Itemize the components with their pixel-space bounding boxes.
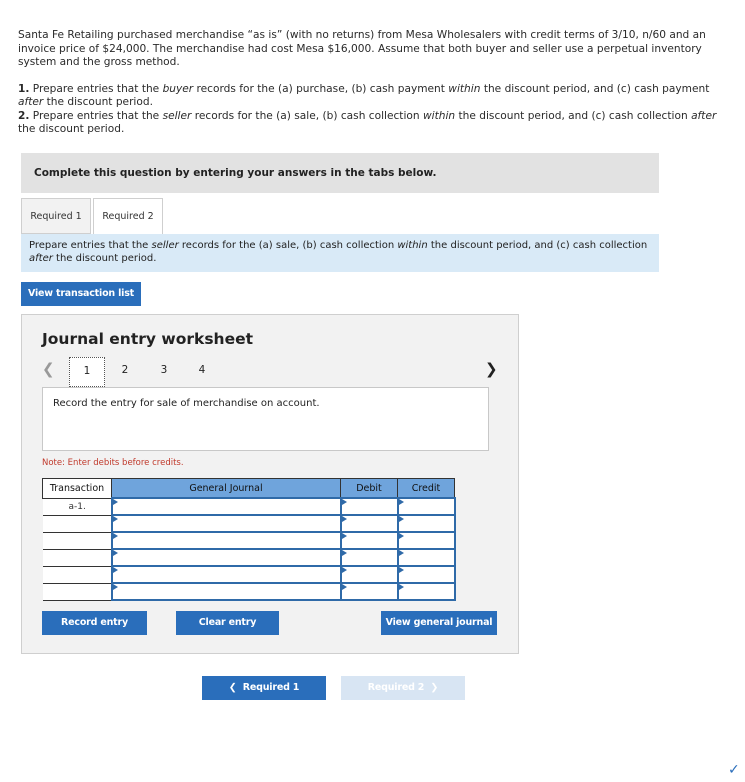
table-row xyxy=(43,498,455,515)
col-credit: Credit xyxy=(398,479,455,499)
chevron-right-icon[interactable]: ❯ xyxy=(485,360,498,378)
col-debit: Debit xyxy=(341,479,398,499)
general-journal-input[interactable] xyxy=(112,498,341,515)
view-general-journal-button[interactable]: View general journal xyxy=(381,611,497,635)
col-transaction: Transaction xyxy=(43,479,112,499)
worksheet-page-2[interactable]: 2 xyxy=(121,364,129,376)
journal-table xyxy=(42,478,456,601)
prev-required-label: Required 1 xyxy=(242,682,300,693)
transaction-cell xyxy=(43,549,112,566)
problem-statement xyxy=(18,29,718,137)
check-icon: ✓ xyxy=(728,762,740,778)
table-row xyxy=(43,532,455,549)
general-journal-input[interactable] xyxy=(112,549,341,566)
worksheet-page-3[interactable]: 3 xyxy=(160,364,168,376)
next-required-2-button xyxy=(341,676,465,700)
requirement-prompt: Prepare entries that the seller records for the (a) sale, (b) cash collection within the discount period, and (c) cash collection after the discount period. xyxy=(21,234,659,272)
tab-required-1[interactable]: Required 1 xyxy=(21,198,91,234)
credit-input[interactable] xyxy=(398,532,455,549)
credit-input[interactable] xyxy=(398,498,455,515)
table-row xyxy=(43,515,455,532)
view-transaction-list-button[interactable]: View transaction list xyxy=(21,282,141,306)
prev-required-1-button[interactable] xyxy=(202,676,326,700)
journal-entry-worksheet xyxy=(21,314,519,654)
debit-input[interactable] xyxy=(341,583,398,600)
credit-input[interactable] xyxy=(398,515,455,532)
table-row xyxy=(43,566,455,583)
debit-input[interactable] xyxy=(341,498,398,515)
credit-input[interactable] xyxy=(398,566,455,583)
transaction-cell xyxy=(43,515,112,532)
table-row xyxy=(43,583,455,600)
tab-required-2[interactable]: Required 2 xyxy=(93,198,163,235)
clear-entry-button[interactable]: Clear entry xyxy=(176,611,279,635)
debits-credits-note: Note: Enter debits before credits. xyxy=(42,458,184,468)
general-journal-input[interactable] xyxy=(112,566,341,583)
general-journal-input[interactable] xyxy=(112,515,341,532)
worksheet-title: Journal entry worksheet xyxy=(42,330,254,348)
debit-input[interactable] xyxy=(341,515,398,532)
general-journal-input[interactable] xyxy=(112,583,341,600)
transaction-cell xyxy=(43,583,112,600)
worksheet-page-4[interactable]: 4 xyxy=(198,364,206,376)
general-journal-input[interactable] xyxy=(112,532,341,549)
transaction-cell xyxy=(43,566,112,583)
debit-input[interactable] xyxy=(341,549,398,566)
problem-intro: Santa Fe Retailing purchased merchandise “as is” (with no returns) from Mesa Wholesalers with credit terms of 3/10, n/60 and an invoice price of $24,000. The merchandise had cost Mesa $16,000. Assume that both buyer and seller use a perpetual inventory system and the gross method. xyxy=(18,29,706,68)
col-general-journal: General Journal xyxy=(112,479,341,499)
transaction-cell xyxy=(43,532,112,549)
debit-input[interactable] xyxy=(341,566,398,583)
next-required-label: Required 2 xyxy=(367,682,425,693)
transaction-cell: a-1. xyxy=(43,498,112,515)
worksheet-page-1[interactable]: 1 xyxy=(69,357,105,387)
credit-input[interactable] xyxy=(398,549,455,566)
requirement-2: 2. Prepare entries that the seller records for the (a) sale, (b) cash collection within the discount period, and (c) cash collection after the discount period. xyxy=(18,109,717,135)
record-entry-button[interactable]: Record entry xyxy=(42,611,147,635)
instructions-bar: Complete this question by entering your answers in the tabs below. xyxy=(21,153,659,193)
requirement-1: 1. Prepare entries that the buyer records for the (a) purchase, (b) cash payment within the discount period, and (c) cash payment after the discount period. xyxy=(18,82,710,108)
chevron-left-icon: ❮ xyxy=(228,682,243,693)
chevron-right-icon: ❯ xyxy=(424,682,439,693)
credit-input[interactable] xyxy=(398,583,455,600)
table-row xyxy=(43,549,455,566)
chevron-left-icon[interactable]: ❮ xyxy=(42,360,55,378)
entry-description: Record the entry for sale of merchandise on account. xyxy=(42,387,489,451)
debit-input[interactable] xyxy=(341,532,398,549)
